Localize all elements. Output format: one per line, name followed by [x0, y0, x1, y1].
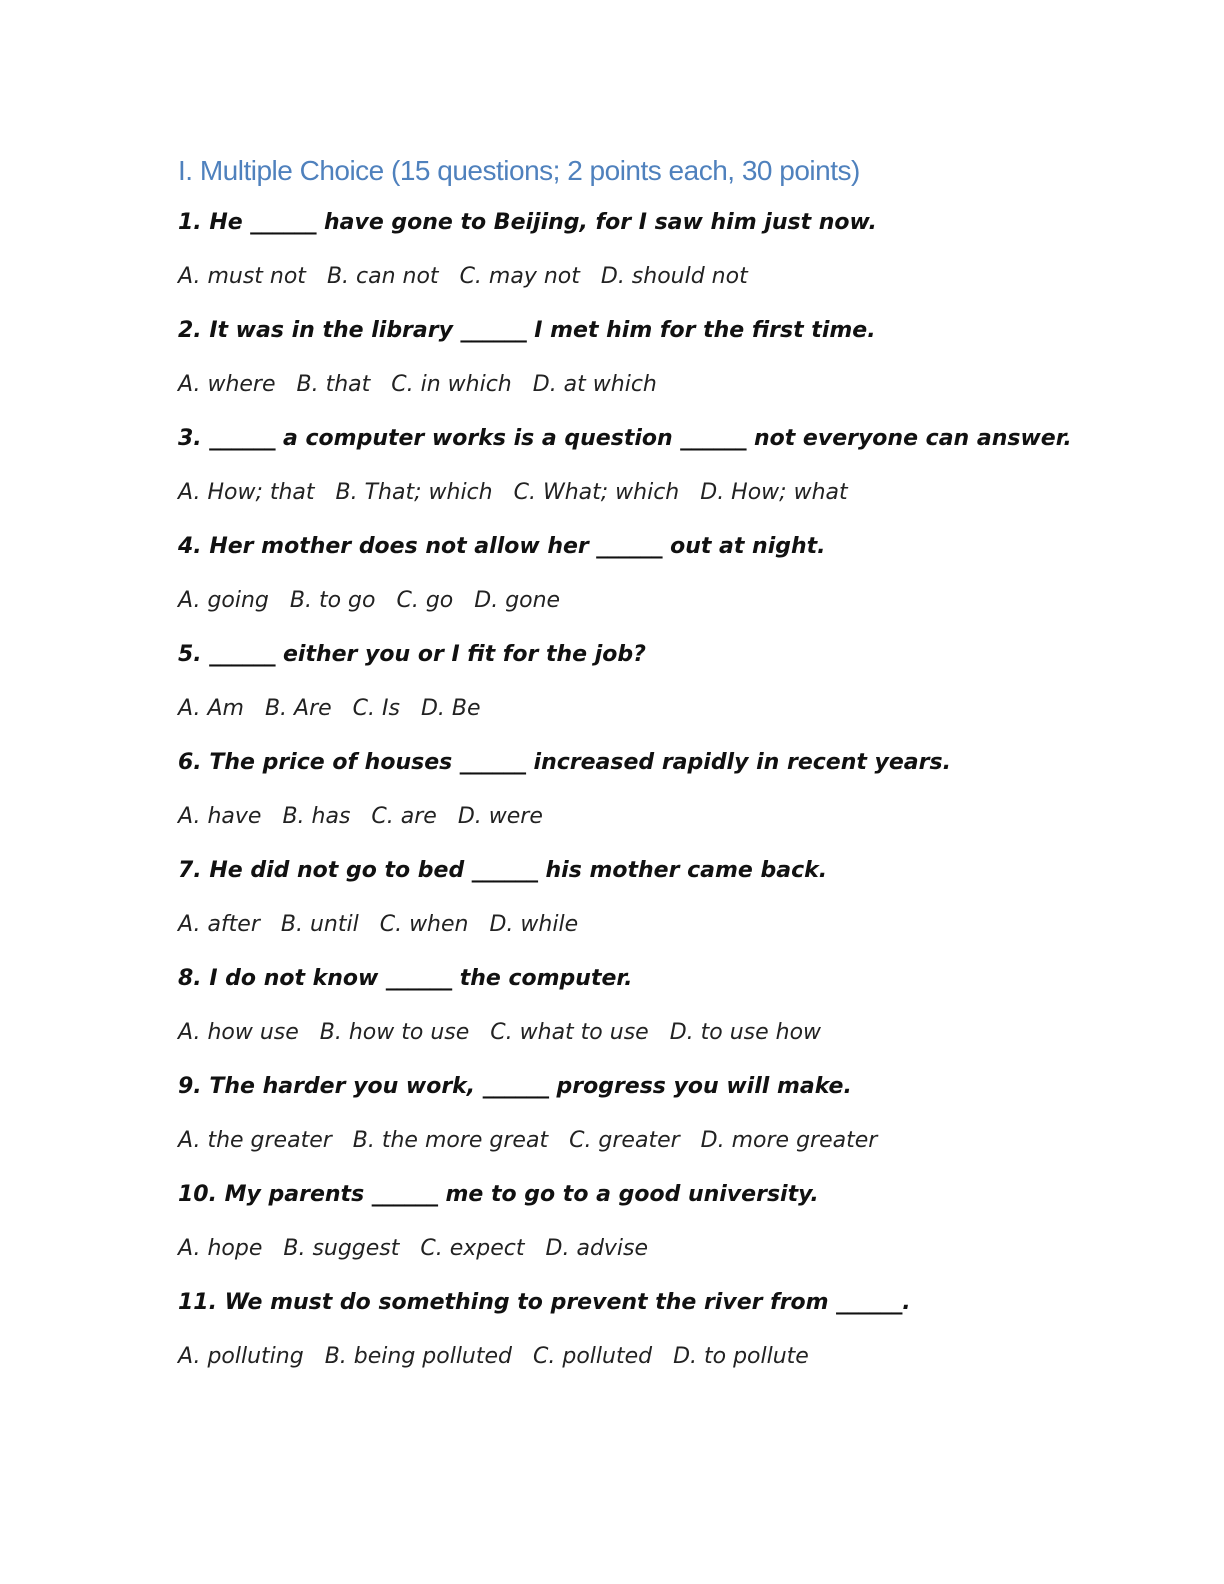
option-c: C. in which	[391, 372, 512, 397]
question-text: 6. The price of houses ______ increased rapidly in recent years.	[178, 750, 951, 775]
option-d: D. should not	[600, 264, 748, 289]
option-a: A. Am	[178, 696, 244, 721]
question-text: 4. Her mother does not allow her ______ out at night.	[178, 534, 826, 559]
answer-options	[178, 694, 1138, 748]
answer-options	[178, 910, 1138, 964]
question-item	[178, 748, 1138, 856]
option-d: D. advise	[545, 1236, 649, 1261]
option-a: A. after	[178, 912, 260, 937]
answer-options	[178, 1018, 1138, 1072]
question-item	[178, 1072, 1138, 1180]
option-b: B. to go	[289, 588, 376, 613]
question-item	[178, 1288, 1138, 1396]
option-b: B. that	[296, 372, 371, 397]
option-b: B. has	[282, 804, 351, 829]
question-text: 9. The harder you work, ______ progress you will make.	[178, 1074, 852, 1099]
answer-options	[178, 262, 1138, 316]
option-c: C. What; which	[513, 480, 680, 505]
answer-options	[178, 1342, 1138, 1396]
question-list	[178, 208, 1138, 1396]
option-b: B. being polluted	[324, 1344, 512, 1369]
question-item	[178, 1180, 1138, 1288]
question-text: 1. He ______ have gone to Beijing, for I saw him just now.	[178, 210, 877, 235]
option-a: A. the greater	[178, 1128, 332, 1153]
question-text: 3. ______ a computer works is a question ______ not everyone can answer.	[178, 426, 1072, 451]
answer-options	[178, 370, 1138, 424]
question-item	[178, 856, 1138, 964]
option-d: D. How; what	[700, 480, 848, 505]
option-a: A. hope	[178, 1236, 263, 1261]
option-d: D. while	[489, 912, 579, 937]
option-a: A. how use	[178, 1020, 299, 1045]
option-d: D. Be	[420, 696, 481, 721]
question-text: 2. It was in the library ______ I met him for the first time.	[178, 318, 876, 343]
option-d: D. to pollute	[673, 1344, 809, 1369]
option-c: C. are	[371, 804, 437, 829]
document-page	[178, 150, 1138, 1396]
option-c: C. may not	[459, 264, 580, 289]
option-d: D. were	[457, 804, 543, 829]
option-c: C. what to use	[490, 1020, 649, 1045]
answer-options	[178, 1126, 1138, 1180]
option-d: D. gone	[474, 588, 561, 613]
option-b: B. how to use	[319, 1020, 470, 1045]
answer-options	[178, 802, 1138, 856]
option-b: B. the more great	[352, 1128, 549, 1153]
option-b: B. suggest	[283, 1236, 400, 1261]
section-title: I. Multiple Choice (15 questions; 2 points each, 30 points)	[178, 155, 860, 186]
question-item	[178, 316, 1138, 424]
question-text: 5. ______ either you or I fit for the job?	[178, 642, 646, 667]
option-c: C. greater	[569, 1128, 680, 1153]
option-c: C. when	[379, 912, 469, 937]
option-a: A. where	[178, 372, 276, 397]
answer-options	[178, 586, 1138, 640]
question-item	[178, 964, 1138, 1072]
option-b: B. That; which	[335, 480, 493, 505]
option-a: A. How; that	[178, 480, 315, 505]
question-text: 7. He did not go to bed ______ his mother came back.	[178, 858, 828, 883]
option-d: D. at which	[532, 372, 657, 397]
option-d: D. more greater	[700, 1128, 878, 1153]
question-text: 8. I do not know ______ the computer.	[178, 966, 633, 991]
option-d: D. to use how	[669, 1020, 822, 1045]
option-c: C. go	[396, 588, 454, 613]
question-text: 10. My parents ______ me to go to a good university.	[178, 1182, 819, 1207]
question-item	[178, 424, 1138, 532]
option-c: C. Is	[352, 696, 400, 721]
question-item	[178, 532, 1138, 640]
question-item	[178, 640, 1138, 748]
option-b: B. can not	[326, 264, 439, 289]
answer-options	[178, 478, 1138, 532]
option-c: C. expect	[420, 1236, 525, 1261]
option-a: A. have	[178, 804, 262, 829]
option-a: A. going	[178, 588, 269, 613]
option-a: A. polluting	[178, 1344, 304, 1369]
option-a: A. must not	[178, 264, 306, 289]
option-c: C. polluted	[533, 1344, 653, 1369]
option-b: B. Are	[264, 696, 332, 721]
answer-options	[178, 1234, 1138, 1288]
option-b: B. until	[280, 912, 359, 937]
question-item	[178, 208, 1138, 316]
question-text: 11. We must do something to prevent the river from ______.	[178, 1290, 911, 1315]
